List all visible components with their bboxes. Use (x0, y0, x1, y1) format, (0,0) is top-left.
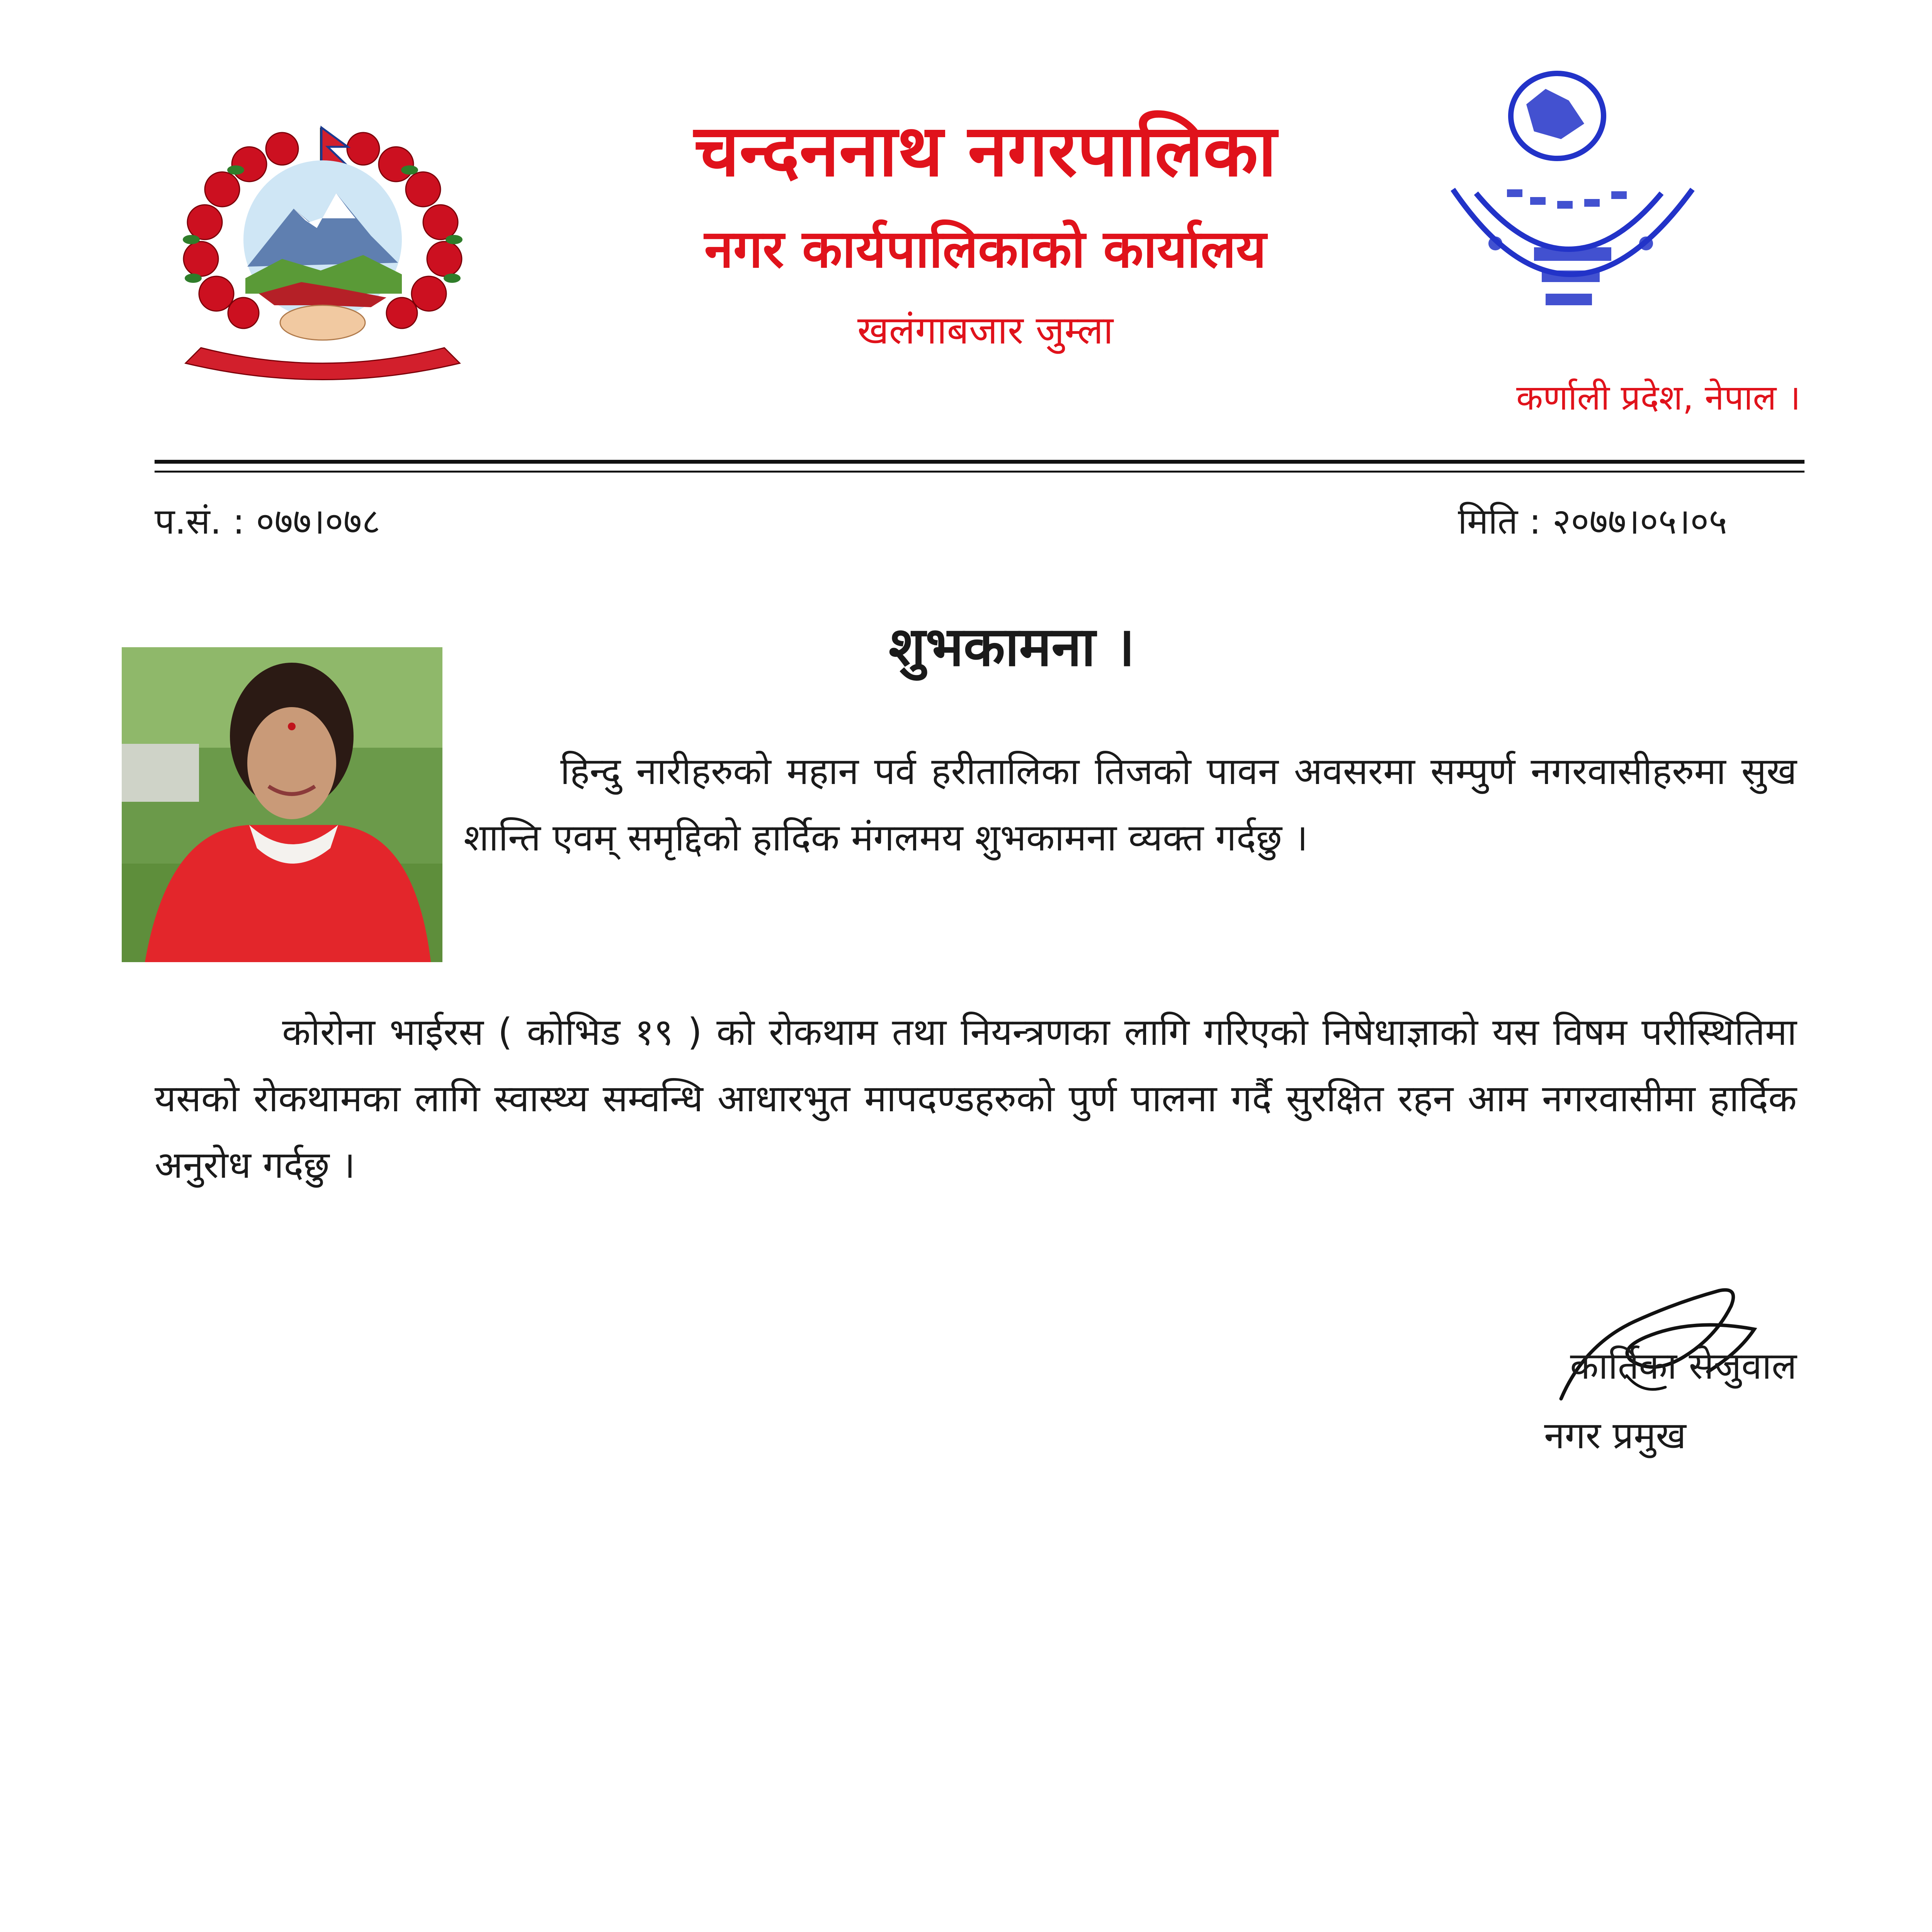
header-divider (155, 460, 1804, 464)
letter-date: मिति : २०७७।०५।०५ (1458, 501, 1727, 542)
office-address: खलंगाबजार जुम्ला (857, 308, 1114, 353)
municipality-name: चन्दननाथ नगरपालिका (694, 109, 1277, 192)
reference-number: प.सं. : ०७७।०७८ (155, 501, 381, 542)
covid-appeal-paragraph: कोरोना भाईरस ( कोभिड १९ ) को रोकथाम तथा नियन्त्रणका लागि गरिएको निषेधाज्ञाको यस विषम परीस्थितिमा यसको रोकथामका लागि स्वास्थ्य सम्वन्धि आधारभुत मापदण्डहरुको पुर्ण पालना गर्दै सुरक्षित रहन आम नगरवासीमा हार्दिक अनुरोध गर्दछु । (155, 1010, 1797, 1187)
signatory-title: नगर प्रमुख (1544, 1414, 1686, 1457)
header-divider-thin (155, 471, 1804, 473)
greeting-paragraph: हिन्दु नारीहरुको महान पर्व हरीतालिका तिजको पावन अवसरमा सम्पुर्ण नगरवासीहरुमा सुख शान्ति एवम् समृद्दिको हार्दिक मंगलमय शुभकामना व्यक्त गर्दछु । (464, 750, 1797, 859)
province-text: कर्णाली प्रदेश, नेपाल । (1516, 378, 1801, 418)
municipality-seal-stamp (1430, 66, 1716, 375)
mayor-photo (122, 647, 442, 962)
signatory-name: कार्तिका सेजुवाल (1570, 1344, 1797, 1388)
office-name: नगर कार्यपालिकाको कार्यालय (704, 219, 1267, 279)
letter-heading: शुभकामना । (889, 616, 1135, 679)
nepal-emblem-logo (155, 112, 491, 398)
